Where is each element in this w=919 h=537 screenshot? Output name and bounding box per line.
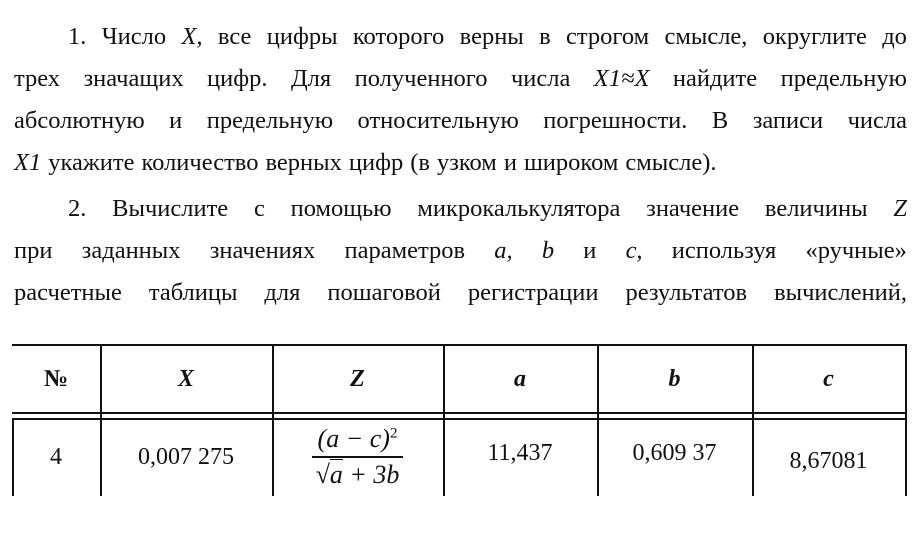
cell-number: 4	[50, 443, 62, 470]
word: которого	[352, 23, 445, 50]
task1-line-1	[68, 22, 907, 52]
word: найдите	[672, 65, 758, 92]
word: цифр	[348, 149, 404, 176]
word: 1.	[68, 23, 87, 50]
word: и	[503, 149, 517, 176]
header-z: Z	[350, 365, 365, 392]
word: Вычислите	[112, 195, 229, 222]
word: Для	[290, 65, 332, 92]
denominator-rest: + 3b	[349, 460, 400, 489]
word: количество	[141, 149, 259, 176]
header-x: X	[177, 365, 194, 392]
word: числа	[510, 65, 571, 92]
word: все	[217, 23, 252, 50]
word: относительную	[357, 107, 519, 134]
word: и	[583, 237, 597, 264]
word: верны	[459, 23, 524, 50]
word: при	[14, 237, 53, 264]
word: заданных	[81, 237, 181, 264]
task2-line-1	[68, 194, 907, 224]
cell-c: 8,67081	[789, 447, 868, 474]
word: с	[253, 195, 265, 222]
cell-x: 0,007 275	[138, 443, 234, 470]
word: для	[264, 279, 301, 306]
word: параметров	[344, 237, 466, 264]
word: В	[711, 107, 729, 134]
word: абсолютную	[14, 107, 145, 134]
task1-line-4	[14, 148, 907, 178]
word: до	[882, 23, 907, 50]
word: широком	[523, 149, 619, 176]
cell-b: 0,609 37	[632, 439, 717, 466]
table-header-divider	[12, 412, 907, 414]
word: полученного	[354, 65, 488, 92]
task2-line-3	[14, 278, 907, 308]
word: пошаговой	[327, 279, 441, 306]
word: смысле,	[664, 23, 748, 50]
z-formula-fraction	[312, 424, 404, 490]
word: 2.	[68, 195, 87, 222]
z-formula-denominator	[316, 458, 400, 490]
variable-b: b	[541, 237, 555, 264]
word: величины	[764, 195, 868, 222]
word: микрокалькулятора	[417, 195, 621, 222]
word: помощью	[290, 195, 392, 222]
word: цифры	[266, 23, 338, 50]
task2-line-2	[14, 236, 907, 266]
word: (в	[410, 149, 430, 176]
word: вычислений,	[774, 279, 907, 306]
word: записи	[752, 107, 824, 134]
task1-line-3	[14, 106, 907, 136]
header-c: c	[823, 365, 834, 392]
word: расчетные	[14, 279, 122, 306]
variable-a: a,	[494, 237, 513, 264]
header-a: a	[514, 365, 526, 392]
cell-z-formula	[272, 420, 443, 494]
cell-a: 11,437	[487, 439, 553, 466]
radicand: a	[329, 460, 343, 489]
header-b: b	[668, 365, 681, 392]
word: предельную	[206, 107, 334, 134]
word: цифр.	[207, 65, 268, 92]
numerator-power: 2	[389, 425, 398, 442]
numerator-text: (a − c)	[317, 424, 390, 453]
word: значениях	[209, 237, 316, 264]
word: Число	[101, 23, 167, 50]
word: значащих	[83, 65, 184, 92]
word: верных	[265, 149, 342, 176]
variant-table	[12, 344, 907, 496]
word: предельную	[780, 65, 907, 92]
word: погрешности.	[543, 107, 688, 134]
word: строгом	[566, 23, 650, 50]
variable-x: X,	[181, 23, 203, 50]
word: регистрации	[467, 279, 599, 306]
word: числа	[847, 107, 907, 134]
word: «ручные»	[805, 237, 907, 264]
word: узком	[436, 149, 497, 176]
word: в	[539, 23, 551, 50]
task1-line-2	[14, 64, 907, 94]
word: используя	[671, 237, 777, 264]
z-formula-numerator	[312, 424, 404, 458]
variable-z: Z	[893, 195, 907, 222]
table-border-right	[905, 344, 907, 496]
word: смысле).	[625, 149, 717, 176]
approx-expression: X1≈X	[593, 65, 650, 92]
word: значение	[646, 195, 740, 222]
word: укажите	[48, 149, 135, 176]
word: округлите	[762, 23, 867, 50]
variable-c: c,	[625, 237, 643, 264]
header-number: №	[43, 365, 69, 392]
word: трех	[14, 65, 61, 92]
sqrt-icon: √	[315, 460, 330, 489]
word: и	[169, 107, 183, 134]
word: результатов	[625, 279, 748, 306]
variable-x1: X1	[14, 149, 42, 176]
word: таблицы	[148, 279, 238, 306]
